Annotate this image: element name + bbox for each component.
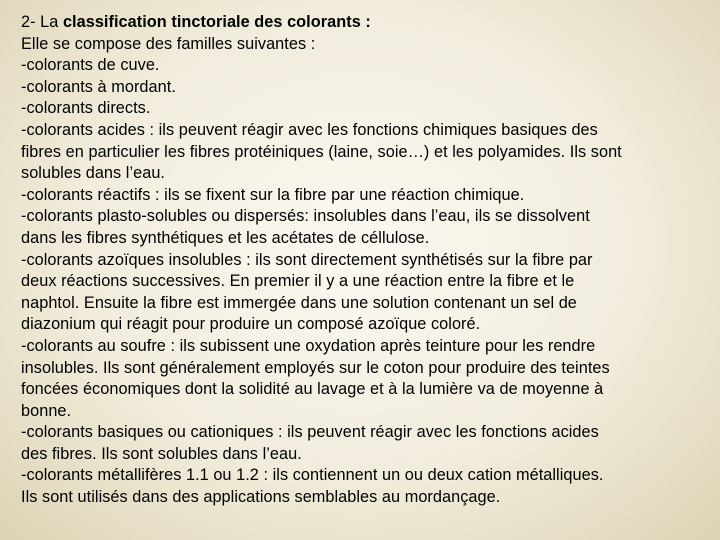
text-line: solubles dans l’eau. [21, 164, 166, 183]
text-line: -colorants de cuve. [21, 56, 160, 75]
text-line: diazonium qui réagit pour produire un composé azoïque coloré. [21, 315, 481, 334]
text-line: -colorants à mordant. [21, 77, 176, 96]
text-line: -colorants métallifères 1.1 ou 1.2 : ils contiennent un ou deux cation métalliques. [21, 466, 604, 485]
heading-prefix: 2- La [21, 13, 63, 31]
slide-text-block [21, 12, 691, 509]
text-line: insolubles. Ils sont généralement employés sur le coton pour produire des teintes [21, 358, 610, 377]
text-line: -colorants au soufre : ils subissent une oxydation après teinture pour les rendre [21, 336, 596, 355]
text-line: -colorants azoïques insolubles : ils sont directement synthétisés sur la fibre par [21, 250, 593, 269]
text-line: des fibres. Ils sont solubles dans l’eau. [21, 444, 302, 463]
text-line: dans les fibres synthétiques et les acétates de céllulose. [21, 228, 430, 247]
text-line: deux réactions successives. En premier il y a une réaction entre la fibre et le [21, 272, 575, 291]
text-line: fibres en particulier les fibres protéiniques (laine, soie…) et les polyamides. Ils sont [21, 142, 622, 161]
text-line: -colorants réactifs : ils se fixent sur la fibre par une réaction chimique. [21, 185, 525, 204]
text-line: foncées économiques dont la solidité au lavage et à la lumière va de moyenne à [21, 380, 604, 399]
text-line: -colorants basiques ou cationiques : ils peuvent réagir avec les fonctions acides [21, 423, 599, 442]
section-heading [21, 12, 691, 34]
heading-title: classification tinctoriale des colorants : [62, 13, 371, 31]
text-line: naphtol. Ensuite la fibre est immergée dans une solution contenant un sel de [21, 293, 577, 312]
text-line: -colorants acides : ils peuvent réagir avec les fonctions chimiques basiques des [21, 120, 598, 139]
text-line: -colorants directs. [21, 99, 151, 118]
text-line: -colorants plasto-solubles ou dispersés: insolubles dans l’eau, ils se dissolvent [21, 207, 590, 226]
text-line: Elle se compose des familles suivantes : [21, 34, 316, 53]
text-line: Ils sont utilisés dans des applications semblables au mordançage. [21, 488, 501, 507]
text-line: bonne. [21, 401, 72, 420]
